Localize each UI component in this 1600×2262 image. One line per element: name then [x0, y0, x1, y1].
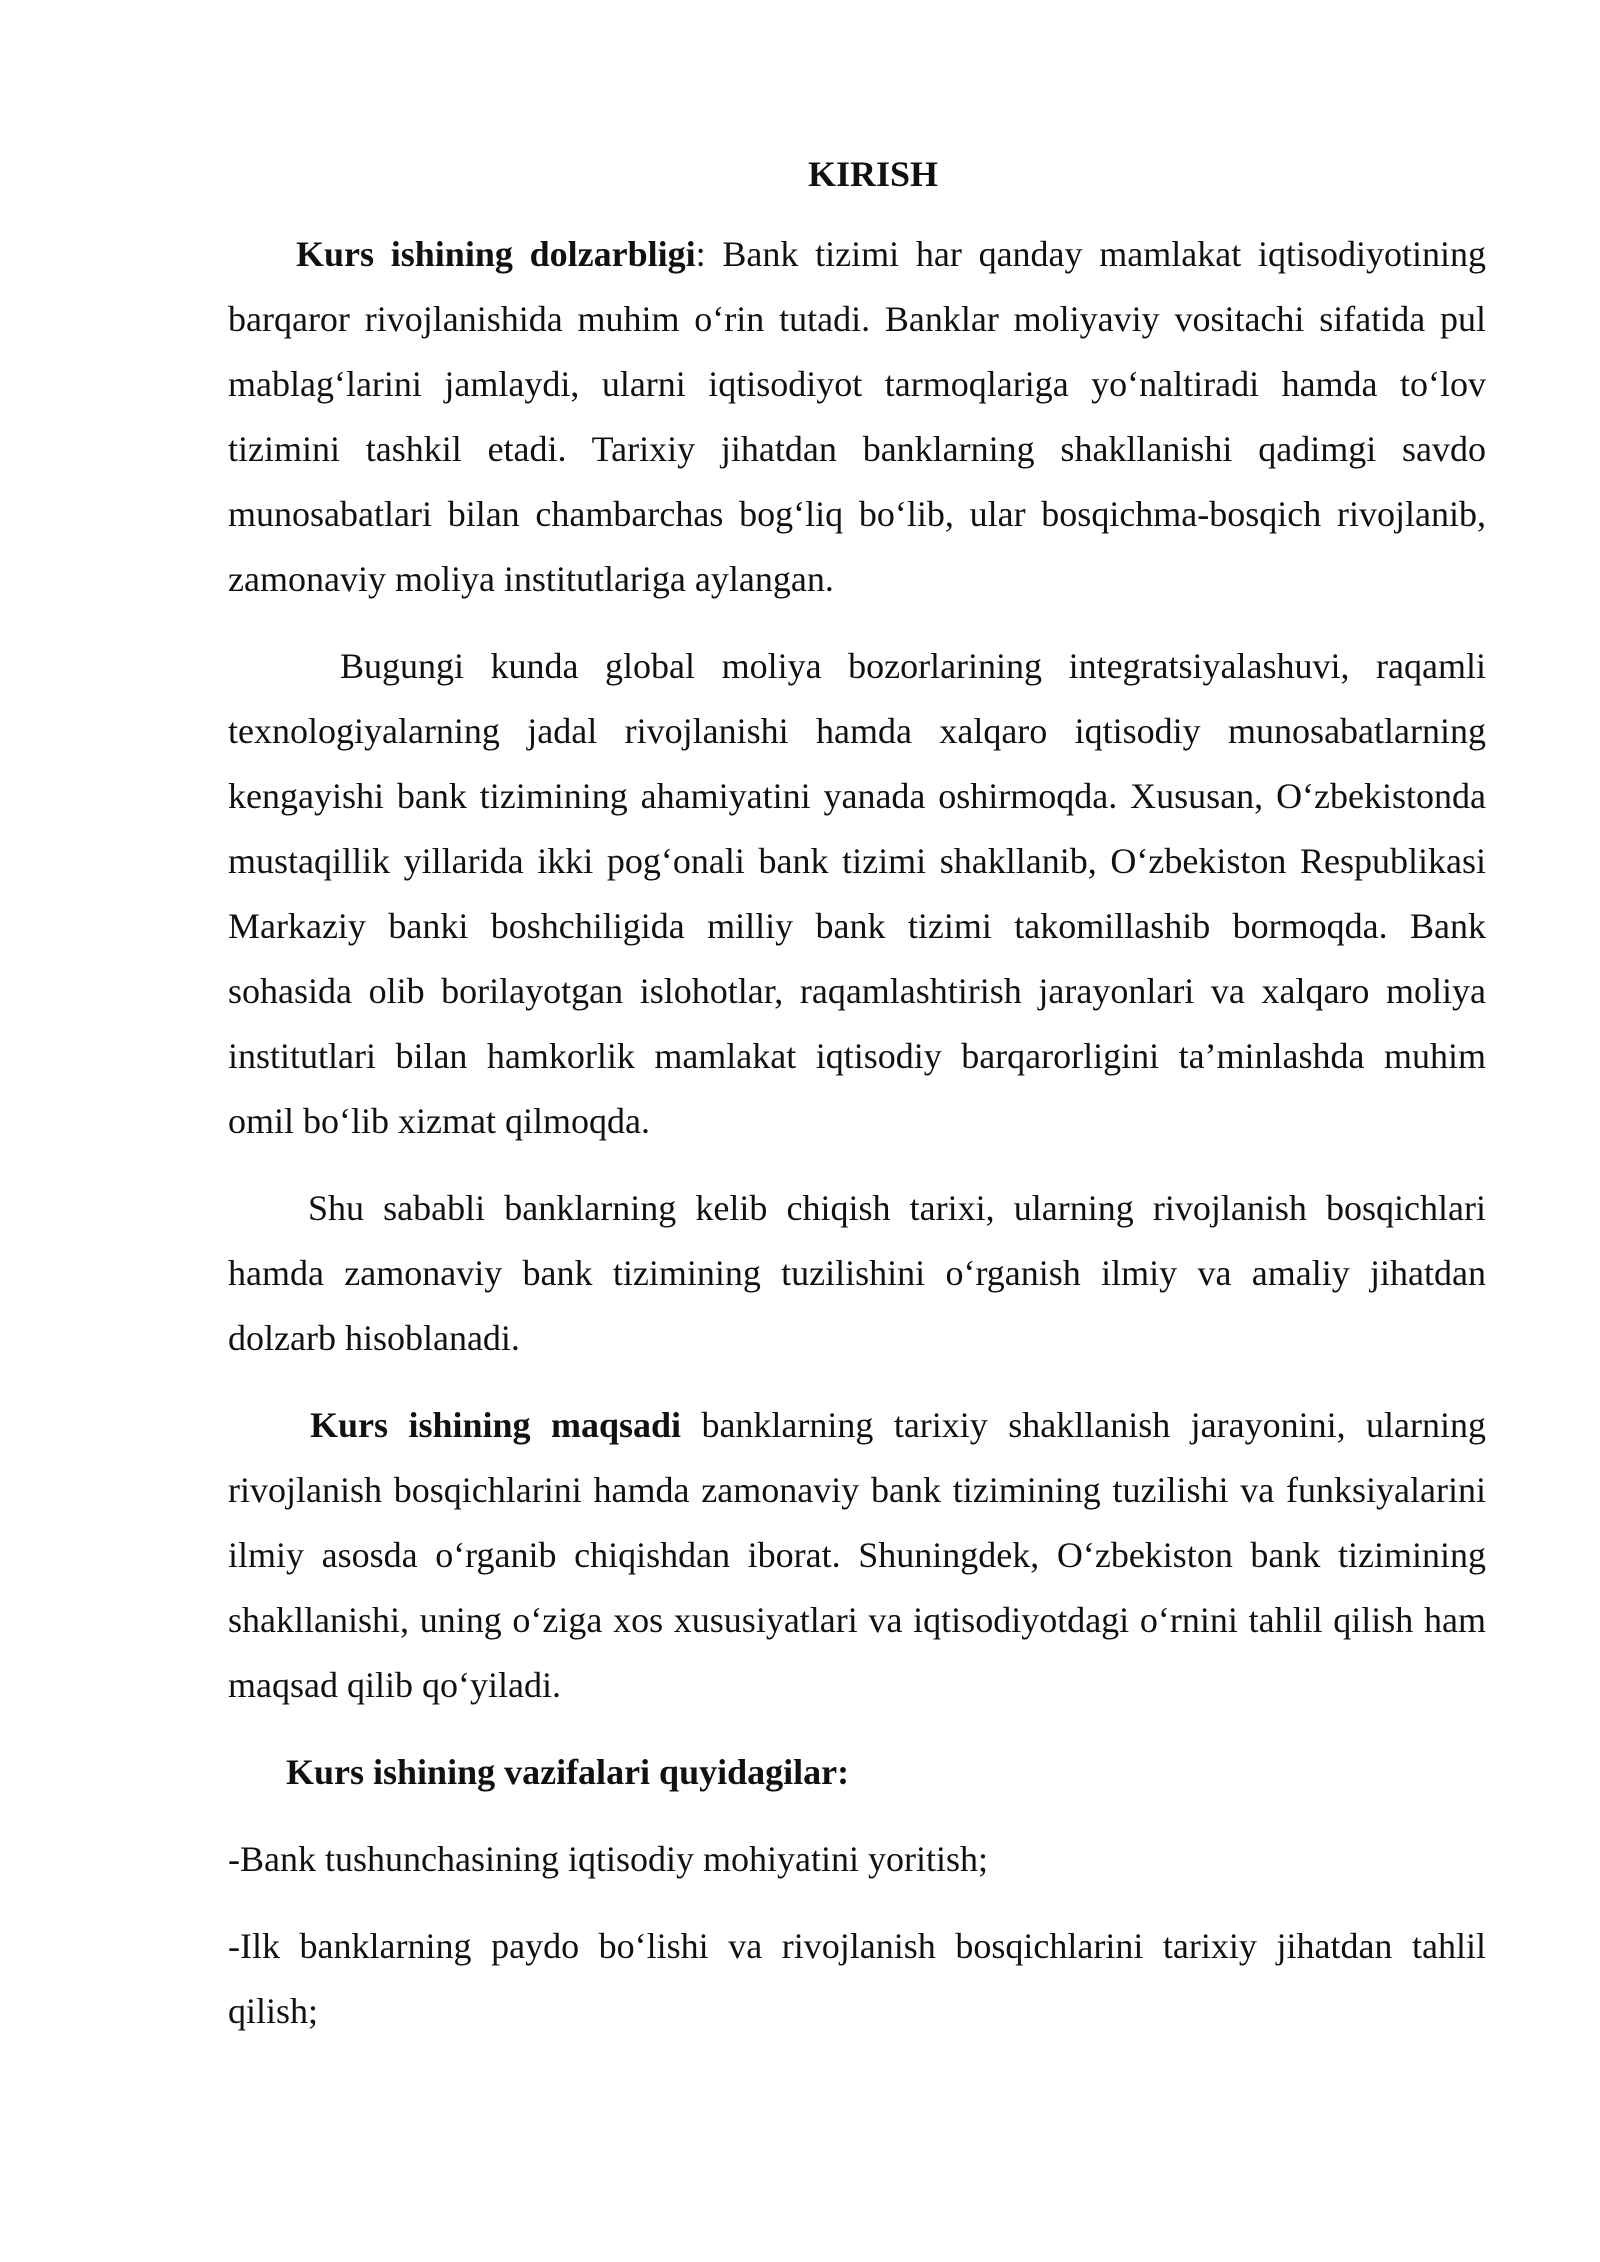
- relevance-text: : Bank tizimi har qanday mamlakat iqtisodiyotining barqaror rivojlanishida muhim o‘rin tutadi. Banklar moliyaviy vositachi sifatida pul mablag‘larini jamlaydi, ularni iqtisodiyot tarmoqlariga yo‘naltiradi hamda to‘lov tizimini tashkil etadi. Tarixiy jihatdan banklarning shakllanishi qadimgi savdo munosabatlari bilan chambarchas bog‘liq bo‘lib, ular bosqichma-bosqich rivojlanib, zamonaviy moliya institutlariga aylangan.: [228, 234, 1486, 599]
- task-item: -Bank tushunchasining iqtisodiy mohiyatini yoritish;: [228, 1839, 988, 1879]
- paragraph-goal: [228, 1393, 1486, 1718]
- paragraph-therefore: Shu sababli banklarning kelib chiqish tarixi, ularning rivojlanish bosqichlari hamda zamonaviy bank tizimining tuzilishini o‘rganish ilmiy va amaliy jihatdan dolzarb hisoblanadi.: [228, 1188, 1486, 1358]
- goal-heading: Kurs ishining maqsadi: [310, 1405, 682, 1445]
- goal-text: banklarning tarixiy shakllanish jarayonini, ularning rivojlanish bosqichlarini hamda zamonaviy bank tizimining tuzilishi va funksiyalarini ilmiy asosda o‘rganib chiqishdan iborat. Shuningdek, O‘zbekiston bank tizimining shakllanishi, uning o‘ziga xos xususiyatlari va iqtisodiyotdagi o‘rnini tahlil qilish ham maqsad qilib qo‘yiladi.: [228, 1405, 1487, 1705]
- paragraph-today: Bugungi kunda global moliya bozorlarining integratsiyalashuvi, raqamli texnologiyalarning jadal rivojlanishi hamda xalqaro iqtisodiy munosabatlarning kengayishi bank tizimining ahamiyatini yanada oshirmoqda. Xususan, O‘zbekistonda mustaqillik yillarida ikki pog‘onali bank tizimi shakllanib, O‘zbekiston Respublikasi Markaziy banki boshchiligida milliy bank tizimi takomillashib bormoqda. Bank sohasida olib borilayotgan islohotlar, raqamlashtirish jarayonlari va xalqaro moliya institutlari bilan hamkorlik mamlakat iqtisodiy barqarorligini ta’minlashda muhim omil bo‘lib xizmat qilmoqda.: [228, 646, 1486, 1141]
- task-item: -Ilk banklarning paydo bo‘lishi va rivojlanish bosqichlarini tarixiy jihatdan tahlil qilish;: [228, 1926, 1486, 2031]
- page-title: KIRISH: [807, 154, 939, 194]
- document-page: [228, 148, 1486, 2066]
- relevance-heading: Kurs ishining dolzarbligi: [296, 234, 696, 274]
- tasks-heading: Kurs ishining vazifalari quyidagilar:: [286, 1752, 850, 1792]
- paragraph-relevance: [228, 222, 1486, 612]
